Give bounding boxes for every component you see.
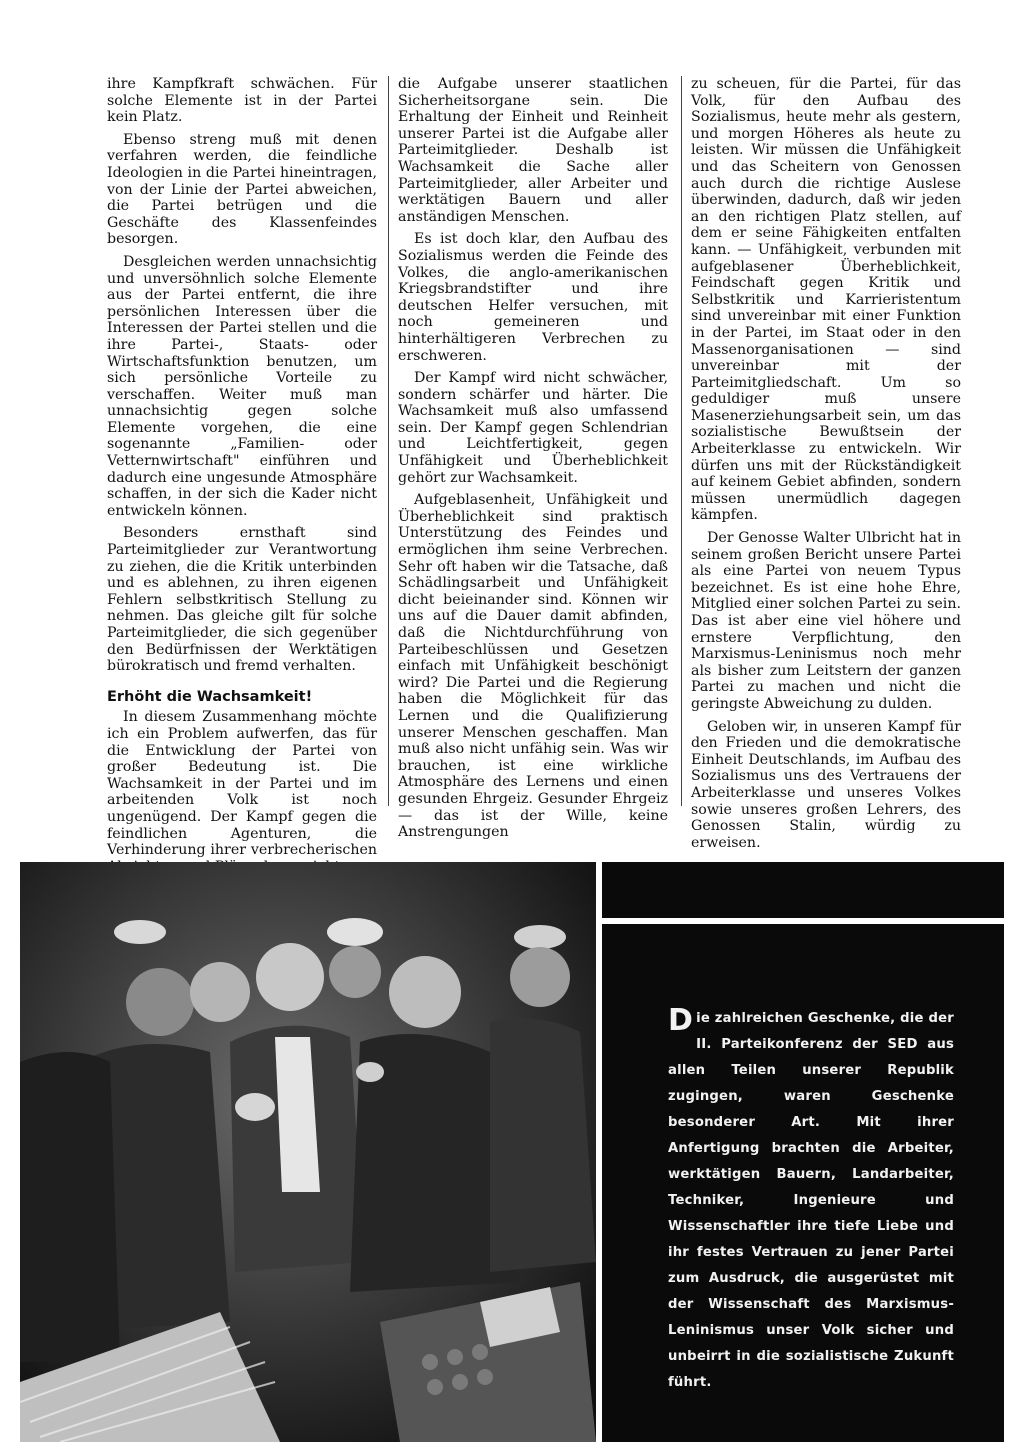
section-heading: Erhöht die Wachsamkeit!	[107, 688, 313, 705]
column-divider	[388, 76, 389, 806]
paragraph: Desgleichen werden unnachsichtig und unversöhnlich solche Elemente aus der Partei entfernt, die ihre persönlichen Interessen über die Interessen der Partei stellen und die ihre Partei-, Staats- oder Wirtschaftsfunktion benutzen, um sich persönliche Vorteile zu verschaffen. Weiter muß man unnachsichtig gegen solche Elemente vorgehen, die eine sogenannte „Familien- oder Vetternwirtschaft" einführen und dadurch eine ungesunde Atmosphäre schaffen, in der sich die Kader nicht entwickeln können.	[107, 253, 377, 519]
paragraph: Geloben wir, in unseren Kampf für den Frieden und die demokratische Einheit Deutschlands, im Aufbau des Sozialismus uns des Vertrauens der Arbeiterklasse und unseres Volkes sowie unseres großen Lehrers, des Genossen Stalin, würdig zu erweisen.	[691, 718, 961, 851]
paragraph: die Aufgabe unserer staatlichen Sicherheitsorgane sein. Die Erhaltung der Einheit und Reinheit unserer Partei ist die Aufgabe aller Parteimitglieder. Deshalb ist Wachsamkeit die Sache aller Parteimitglieder, aller Arbeiter und werktätigen Bauern und aller anständigen Menschen.	[398, 76, 668, 225]
news-photo	[20, 862, 596, 1442]
text-column-2	[398, 76, 668, 847]
photo-caption	[668, 1003, 954, 1396]
photo-illustration	[20, 862, 596, 1442]
horizontal-bar	[602, 918, 1004, 924]
text-column-3	[691, 76, 961, 857]
paragraph: Der Genosse Walter Ulbricht hat in seinem großen Bericht unsere Partei als eine Partei von neuem Typus bezeichnet. Es ist eine hohe Ehre, Mitglied einer solchen Partei zu sein. Das ist aber eine viel höhere und ernstere Verpflichtung, den Marxismus-Leninismus noch mehr als bisher zum Leitstern der ganzen Partei zu machen und nicht die geringste Abweichung zu dulden.	[691, 530, 961, 712]
paragraph: zu scheuen, für die Partei, für das Volk, für den Aufbau des Sozialismus, heute mehr als gestern, und morgen Höheres als heute zu leisten. Wir müssen die Unfähigkeit und das Scheitern von Genossen auch durch die richtige Auslese überwinden, dadurch, daß wir jeden an den richtigen Platz stellen, auf dem er seine Fähigkeiten entfalten kann. — Unfähigkeit, verbunden mit aufgeblasener Überheblichkeit, Feindschaft gegen Kritik und Selbstkritik und Karrieristentum sind unvereinbar mit einer Funktion in der Partei, im Staat oder in den Massenorganisationen — sind unvereinbar mit der Parteimitgliedschaft. Um so geduldiger muß unsere Masenerziehungsarbeit sein, um das sozialistische Bewußtsein der Arbeiterklasse zu entwickeln. Wir dürfen uns mit der Rückständigkeit auf keinem Gebiet abfinden, sondern müssen unermüdlich dagegen kämpfen.	[691, 76, 961, 524]
paragraph: Aufgeblasenheit, Unfähigkeit und Überheblichkeit sind praktisch Unterstützung des Feindes und ermöglichen ihm seine Verbrechen. Sehr oft haben wir die Tatsache, daß Schädlingsarbeit und Unfähigkeit dicht beieinander sind. Können wir uns auf die Dauer damit abfinden, daß die Nichtdurchführung von Parteibeschlüssen und Gesetzen einfach mit Unfähigkeit beschönigt wird? Die Partei und die Regierung haben die Möglichkeit für das Lernen und die Qualifizierung unserer Menschen geschaffen. Man muß also nicht unfähig sein. Was wir brauchen, ist eine wirkliche Atmosphäre des Lernens und einen gesunden Ehrgeiz. Gesunder Ehrgeiz — das ist der Wille, keine Anstrengungen	[398, 492, 668, 841]
paragraph: ihre Kampfkraft schwächen. Für solche Elemente ist in der Partei kein Platz.	[107, 76, 377, 126]
text-column-1	[107, 76, 377, 881]
caption-initial: D	[668, 1003, 694, 1038]
photo-divider	[596, 862, 602, 1442]
paragraph: Ebenso streng muß mit denen verfahren werden, die feindliche Ideologien in die Partei hineintragen, von der Linie der Partei abweichen, die Partei betrügen und die Geschäfte des Klassenfeindes besorgen.	[107, 131, 377, 248]
paragraph: Besonders ernsthaft sind Parteimitglieder zur Verantwortung zu ziehen, die die Kritik unterbinden und es ablehnen, zu ihren eigenen Fehlern selbstkritisch Stellung zu nehmen. Das gleiche gilt für solche Parteimitglieder, die sich gegenüber den Bedürfnissen der Werktätigen bürokratisch und fremd verhalten.	[107, 525, 377, 675]
column-divider	[681, 76, 682, 806]
paragraph: Der Kampf wird nicht schwächer, sondern schärfer und härter. Die Wachsamkeit muß also umfassend sein. Der Kampf gegen Schlendrian und Leichtfertigkeit, gegen Unfähigkeit und Überheblichkeit gehört zur Wachsamkeit.	[398, 370, 668, 486]
caption-text: ie zahlreichen Geschenke, die der II. Parteikonferenz der SED aus allen Teilen unserer Republik zugingen, waren Geschenke besonderer Art. Mit ihrer Anfertigung brachten die Arbeiter, werktätigen Bauern, Landarbeiter, Techniker, Ingenieure und Wissenschaftler ihre tiefe Liebe und ihr festes Vertrauen zu jener Partei zum Ausdruck, die ausgerüstet mit der Wissenschaft des Marxismus-Leninismus unser Volk sicher und unbeirrt in die sozialistische Zukunft führt.	[668, 1011, 954, 1390]
paragraph: In diesem Zusammenhang möchte ich ein Problem aufwerfen, das für die Entwicklung der Partei von großer Bedeutung ist. Die Wachsamkeit in der Partei und im arbeitenden Volk ist noch ungenügend. Der Kampf gegen die feindlichen Agenturen, die Verhinderung ihrer verbrecherischen	[107, 709, 377, 859]
paragraph: Es ist doch klar, den Aufbau des Sozialismus werden die Feinde des Volkes, die anglo-amerikanischen Kriegsbrandstifter und ihre deutschen Helfer versuchen, mit noch gemeineren und hinterhältigeren Verbrechen zu erschweren.	[398, 231, 668, 364]
